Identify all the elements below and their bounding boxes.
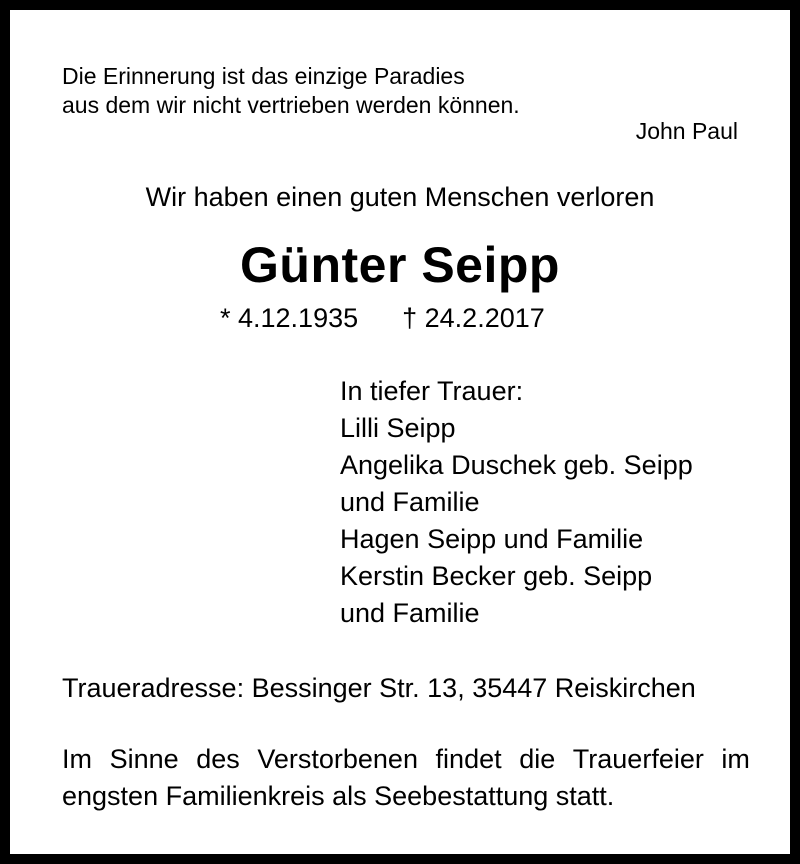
deceased-name: Günter Seipp	[240, 237, 560, 293]
life-dates	[220, 303, 545, 334]
closing-word: Verstorbenen	[257, 744, 418, 774]
closing-line-1	[62, 741, 750, 778]
birth-date: * 4.12.1935	[220, 303, 359, 333]
closing-word: Im	[62, 744, 92, 774]
mourner-line: Hagen Seipp und Familie	[340, 524, 644, 554]
closing-word: findet	[435, 744, 502, 774]
closing-word: Trauerfeier	[572, 744, 704, 774]
mourner-line: Kerstin Becker geb. Seipp	[340, 561, 653, 591]
mourner-line: und Familie	[340, 598, 480, 628]
closing-word: im	[721, 744, 750, 774]
closing-word: Sinne	[109, 744, 179, 774]
mourner-line: Lilli Seipp	[340, 413, 456, 443]
closing-line-2: engsten Familienkreis als Seebestattung statt.	[62, 781, 615, 811]
loss-headline: Wir haben einen guten Menschen verloren	[145, 182, 655, 212]
mourner-line: und Familie	[340, 487, 480, 517]
closing-word: die	[519, 744, 556, 774]
closing-notice	[62, 741, 750, 815]
quote-author: John Paul	[635, 118, 738, 144]
quote-line-1: Die Erinnerung ist das einzige Paradies	[62, 63, 465, 89]
mourners-list	[340, 373, 693, 632]
death-date: † 24.2.2017	[402, 303, 545, 333]
quote	[62, 62, 520, 120]
mourning-address: Traueradresse: Bessinger Str. 13, 35447 Reiskirchen	[62, 673, 696, 703]
mourners-heading: In tiefer Trauer:	[340, 376, 524, 406]
mourner-line: Angelika Duschek geb. Seipp	[340, 450, 693, 480]
quote-line-2: aus dem wir nicht vertrieben werden können.	[62, 92, 520, 118]
closing-word: des	[196, 744, 240, 774]
